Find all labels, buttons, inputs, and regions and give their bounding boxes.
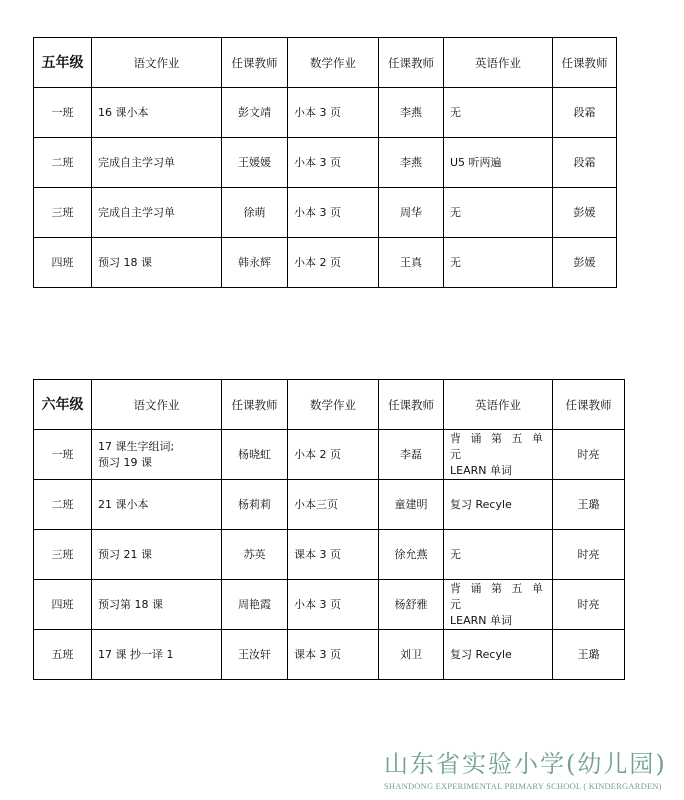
chinese-homework: 预习 18 课 xyxy=(92,238,222,288)
math-teacher: 刘卫 xyxy=(379,630,444,680)
class-name: 二班 xyxy=(34,138,92,188)
math-homework: 小本三页 xyxy=(288,480,379,530)
class-name: 一班 xyxy=(34,88,92,138)
english-homework-line: LEARN 单词 xyxy=(450,613,512,627)
math-homework: 课本 3 页 xyxy=(288,630,379,680)
chinese-homework-line: 17 课生字组词; xyxy=(98,439,175,453)
class-name: 三班 xyxy=(34,188,92,238)
chinese-homework xyxy=(92,430,222,480)
chinese-homework: 完成自主学习单 xyxy=(92,188,222,238)
class-name: 五班 xyxy=(34,630,92,680)
chinese-teacher: 王汝轩 xyxy=(222,630,288,680)
chinese-teacher: 彭文靖 xyxy=(222,88,288,138)
english-homework: 无 xyxy=(444,188,553,238)
english-homework: 复习 Recyle xyxy=(444,630,553,680)
math-homework: 小本 3 页 xyxy=(288,188,379,238)
english-homework: 无 xyxy=(444,530,553,580)
chinese-homework: 17 课 抄一译 1 xyxy=(92,630,222,680)
english-homework xyxy=(444,580,553,630)
header-teacher: 任课教师 xyxy=(379,380,444,430)
english-homework: 无 xyxy=(444,88,553,138)
math-homework: 小本 3 页 xyxy=(288,580,379,630)
english-teacher: 时亮 xyxy=(553,430,625,480)
chinese-teacher: 周艳霞 xyxy=(222,580,288,630)
table-row xyxy=(34,480,625,530)
english-teacher: 段霜 xyxy=(553,88,617,138)
math-homework: 小本 2 页 xyxy=(288,430,379,480)
english-homework: U5 听两遍 xyxy=(444,138,553,188)
class-name: 二班 xyxy=(34,480,92,530)
english-teacher: 时亮 xyxy=(553,580,625,630)
chinese-homework: 16 课小本 xyxy=(92,88,222,138)
class-name: 四班 xyxy=(34,580,92,630)
header-chinese: 语文作业 xyxy=(92,38,222,88)
math-homework: 小本 3 页 xyxy=(288,88,379,138)
math-teacher: 徐允燕 xyxy=(379,530,444,580)
math-teacher: 李燕 xyxy=(379,138,444,188)
english-teacher: 王璐 xyxy=(553,480,625,530)
english-teacher: 时亮 xyxy=(553,530,625,580)
chinese-homework: 21 课小本 xyxy=(92,480,222,530)
header-teacher: 任课教师 xyxy=(379,38,444,88)
table-row xyxy=(34,238,617,288)
chinese-teacher: 韩永辉 xyxy=(222,238,288,288)
table-row xyxy=(34,530,625,580)
math-teacher: 李磊 xyxy=(379,430,444,480)
chinese-teacher: 徐萌 xyxy=(222,188,288,238)
header-math: 数学作业 xyxy=(288,38,379,88)
math-homework: 小本 2 页 xyxy=(288,238,379,288)
chinese-homework: 预习第 18 课 xyxy=(92,580,222,630)
header-math: 数学作业 xyxy=(288,380,379,430)
english-teacher: 王璐 xyxy=(553,630,625,680)
math-homework: 课本 3 页 xyxy=(288,530,379,580)
math-teacher: 王真 xyxy=(379,238,444,288)
english-homework: 复习 Recyle xyxy=(444,480,553,530)
class-name: 三班 xyxy=(34,530,92,580)
table-row xyxy=(34,88,617,138)
chinese-teacher: 杨晓虹 xyxy=(222,430,288,480)
math-teacher: 李燕 xyxy=(379,88,444,138)
english-homework-line: LEARN 单词 xyxy=(450,463,512,477)
math-teacher: 杨舒雅 xyxy=(379,580,444,630)
math-homework: 小本 3 页 xyxy=(288,138,379,188)
class-name: 四班 xyxy=(34,238,92,288)
english-homework xyxy=(444,430,553,480)
school-logo-english: SHANDONG EXPERIMENTAL PRIMARY SCHOOL ( KINDERGARDEN) xyxy=(384,781,662,791)
math-teacher: 周华 xyxy=(379,188,444,238)
english-teacher: 彭媛 xyxy=(553,188,617,238)
grade5-homework-table xyxy=(33,37,617,288)
school-logo xyxy=(384,744,674,791)
english-homework-line: 背 诵 第 五 单 元 xyxy=(450,581,546,611)
school-logo-chinese: 山东省实验小学(幼儿园) xyxy=(384,750,667,778)
header-teacher: 任课教师 xyxy=(553,38,617,88)
english-homework-line: 背 诵 第 五 单 元 xyxy=(450,431,546,461)
table-row xyxy=(34,188,617,238)
grade-label: 五年级 xyxy=(34,38,92,88)
chinese-homework-line: 预习 19 课 xyxy=(98,455,152,469)
english-teacher: 段霜 xyxy=(553,138,617,188)
grade-label: 六年级 xyxy=(34,380,92,430)
table-header-row xyxy=(34,380,625,430)
header-english: 英语作业 xyxy=(444,38,553,88)
header-teacher: 任课教师 xyxy=(553,380,625,430)
chinese-homework: 预习 21 课 xyxy=(92,530,222,580)
english-homework: 无 xyxy=(444,238,553,288)
header-teacher: 任课教师 xyxy=(222,38,288,88)
grade6-homework-table xyxy=(33,379,625,680)
class-name: 一班 xyxy=(34,430,92,480)
header-chinese: 语文作业 xyxy=(92,380,222,430)
chinese-teacher: 苏英 xyxy=(222,530,288,580)
chinese-teacher: 王媛媛 xyxy=(222,138,288,188)
table-row xyxy=(34,430,625,480)
table-row xyxy=(34,630,625,680)
chinese-homework: 完成自主学习单 xyxy=(92,138,222,188)
header-teacher: 任课教师 xyxy=(222,380,288,430)
header-english: 英语作业 xyxy=(444,380,553,430)
table-header-row xyxy=(34,38,617,88)
math-teacher: 童建明 xyxy=(379,480,444,530)
english-teacher: 彭媛 xyxy=(553,238,617,288)
chinese-teacher: 杨莉莉 xyxy=(222,480,288,530)
table-row xyxy=(34,138,617,188)
table-row xyxy=(34,580,625,630)
